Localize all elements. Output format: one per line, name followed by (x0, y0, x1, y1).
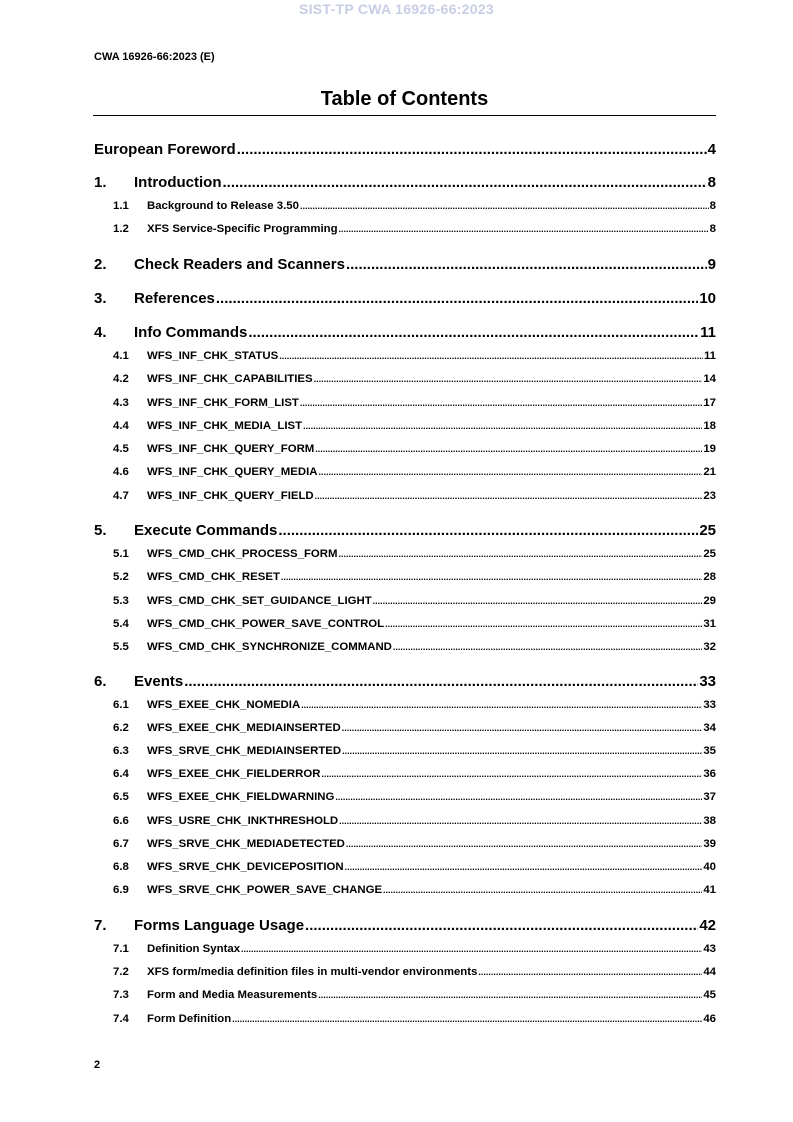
toc-entry-number: 5. (94, 522, 107, 539)
dot-leader (339, 816, 702, 826)
dot-leader (321, 769, 702, 779)
toc-entry-number: 6.6 (113, 815, 129, 827)
dot-leader (315, 491, 703, 501)
toc-entry-page: 46 (703, 1013, 716, 1025)
toc-entry-number: 6.2 (113, 722, 129, 734)
dot-leader (385, 619, 702, 629)
dot-leader (303, 421, 702, 431)
dot-leader (318, 990, 702, 1000)
toc-subsection-entry[interactable] (0, 350, 716, 362)
toc-subsection-entry[interactable] (0, 815, 716, 827)
dot-leader (305, 917, 698, 934)
toc-subsection-entry[interactable] (0, 791, 716, 803)
title-underline (93, 115, 716, 116)
toc-entry-page: 8 (707, 174, 716, 191)
toc-entry-page: 36 (703, 768, 716, 780)
toc-entry-label[interactable]: Form Definition (147, 1013, 232, 1025)
toc-entry-label[interactable]: WFS_SRVE_CHK_MEDIADETECTED (147, 838, 345, 850)
dot-leader (301, 700, 702, 710)
toc-subsection-entry[interactable] (0, 1013, 716, 1025)
dot-leader (315, 444, 702, 454)
toc-entry-label[interactable]: WFS_INF_CHK_FORM_LIST (147, 397, 299, 409)
toc-entry-number: 4.1 (113, 350, 129, 362)
toc-subsection-entry[interactable] (0, 420, 716, 432)
toc-entry-label[interactable]: WFS_CMD_CHK_RESET (147, 571, 280, 583)
toc-entry-number: 6.3 (113, 745, 129, 757)
toc-entry-label[interactable]: WFS_EXEE_CHK_MEDIAINSERTED (147, 722, 341, 734)
toc-entry-label[interactable]: XFS form/media definition files in multi-vendor environments (147, 966, 478, 978)
dot-leader (393, 642, 702, 652)
dot-leader (478, 967, 702, 977)
document-id: CWA 16926-66:2023 (E) (94, 51, 215, 63)
toc-entry-number: 7.4 (113, 1013, 129, 1025)
toc-entry-number: 5.4 (113, 618, 129, 630)
toc-entry-page: 38 (703, 815, 716, 827)
toc-entry-label[interactable]: Definition Syntax (147, 943, 241, 955)
toc-entry-label[interactable]: WFS_INF_CHK_MEDIA_LIST (147, 420, 303, 432)
toc-subsection-entry[interactable] (0, 768, 716, 780)
toc-entry-label[interactable]: WFS_SRVE_CHK_MEDIAINSERTED (147, 745, 342, 757)
toc-entry-page: 34 (703, 722, 716, 734)
toc-subsection-entry[interactable] (0, 466, 716, 478)
toc-chapter-entry[interactable] (0, 174, 716, 191)
toc-entry-label[interactable]: WFS_SRVE_CHK_POWER_SAVE_CHANGE (147, 884, 383, 896)
toc-entry-number: 4.5 (113, 443, 129, 455)
dot-leader (314, 374, 703, 384)
toc-entry-page: 37 (703, 791, 716, 803)
toc-entry-page: 11 (700, 324, 716, 341)
toc-subsection-entry[interactable] (0, 373, 716, 385)
toc-entry-number: 6.9 (113, 884, 129, 896)
toc-entry-page: 11 (703, 350, 716, 362)
toc-entry-number: 3. (94, 290, 107, 307)
toc-entry-number: 6.4 (113, 768, 129, 780)
toc-entry-label[interactable]: WFS_INF_CHK_QUERY_MEDIA (147, 466, 318, 478)
toc-entry-number: 4.6 (113, 466, 129, 478)
toc-entry-label[interactable]: WFS_CMD_CHK_SYNCHRONIZE_COMMAND (147, 641, 392, 653)
toc-entry-label[interactable]: WFS_INF_CHK_CAPABILITIES (147, 373, 313, 385)
toc-entry-label[interactable]: European Foreword (94, 141, 236, 158)
toc-entry-number: 1.1 (113, 200, 129, 212)
toc-entry-page: 43 (703, 943, 716, 955)
toc-subsection-entry[interactable] (0, 443, 716, 455)
toc-entry-number: 7. (94, 917, 107, 934)
toc-entry-label[interactable]: WFS_INF_CHK_STATUS (147, 350, 279, 362)
toc-subsection-entry[interactable] (0, 943, 716, 955)
toc-chapter-entry[interactable] (0, 141, 716, 158)
toc-entry-page: 25 (703, 548, 716, 560)
toc-entry-page: 8 (709, 200, 716, 212)
toc-entry-label[interactable]: WFS_EXEE_CHK_NOMEDIA (147, 699, 301, 711)
toc-chapter-entry[interactable] (0, 917, 716, 934)
toc-entry-number: 5.2 (113, 571, 129, 583)
dot-leader (184, 673, 698, 690)
toc-entry-page: 35 (703, 745, 716, 757)
toc-entry-page: 25 (699, 522, 716, 539)
toc-entry-page: 42 (699, 917, 716, 934)
toc-subsection-entry[interactable] (0, 966, 716, 978)
toc-entry-number: 5.3 (113, 595, 129, 607)
toc-entry-label[interactable]: WFS_INF_CHK_QUERY_FORM (147, 443, 315, 455)
dot-leader (279, 351, 703, 361)
dot-leader (345, 862, 703, 872)
dot-leader (339, 224, 709, 234)
toc-entry-number: 7.2 (113, 966, 129, 978)
toc-entry-number: 6.8 (113, 861, 129, 873)
toc-entry-label[interactable]: Form and Media Measurements (147, 989, 318, 1001)
toc-subsection-entry[interactable] (0, 397, 716, 409)
toc-subsection-entry[interactable] (0, 699, 716, 711)
toc-entry-page: 4 (707, 141, 716, 158)
toc-entry-page: 41 (703, 884, 716, 896)
dot-leader (318, 467, 702, 477)
toc-entry-page: 33 (703, 699, 716, 711)
toc-entry-number: 2. (94, 256, 107, 273)
toc-entry-label[interactable]: WFS_SRVE_CHK_DEVICEPOSITION (147, 861, 344, 873)
toc-subsection-entry[interactable] (0, 745, 716, 757)
toc-entry-number: 7.3 (113, 989, 129, 1001)
dot-leader (232, 1014, 702, 1024)
toc-entry-number: 1. (94, 174, 107, 191)
toc-entry-page: 45 (703, 989, 716, 1001)
toc-entry-number: 7.1 (113, 943, 129, 955)
toc-entry-label[interactable]: Execute Commands (134, 522, 278, 539)
toc-entry-label[interactable]: XFS Service-Specific Programming (147, 223, 338, 235)
page-number: 2 (94, 1059, 101, 1071)
toc-entry-label[interactable]: WFS_EXEE_CHK_FIELDERROR (147, 768, 321, 780)
toc-entry-page: 10 (699, 290, 716, 307)
toc-subsection-entry[interactable] (0, 200, 716, 212)
toc-entry-page: 28 (703, 571, 716, 583)
watermark-text: SIST-TP CWA 16926-66:2023 (298, 1, 495, 17)
dot-leader (342, 723, 703, 733)
toc-entry-label[interactable]: WFS_CMD_CHK_PROCESS_FORM (147, 548, 338, 560)
dot-leader (339, 549, 703, 559)
toc-subsection-entry[interactable] (0, 722, 716, 734)
dot-leader (373, 596, 703, 606)
toc-entry-page: 18 (703, 420, 716, 432)
toc-entry-label[interactable]: WFS_CMD_CHK_SET_GUIDANCE_LIGHT (147, 595, 372, 607)
toc-entry-label[interactable]: WFS_CMD_CHK_POWER_SAVE_CONTROL (147, 618, 385, 630)
toc-chapter-entry[interactable] (0, 522, 716, 539)
toc-entry-number: 5.1 (113, 548, 129, 560)
toc-entry-page: 19 (703, 443, 716, 455)
toc-entry-page: 21 (703, 466, 716, 478)
toc-entry-label[interactable]: Info Commands (134, 324, 248, 341)
toc-entry-page: 32 (703, 641, 716, 653)
toc-entry-label[interactable]: WFS_EXEE_CHK_FIELDWARNING (147, 791, 335, 803)
toc-entry-number: 1.2 (113, 223, 129, 235)
toc-subsection-entry[interactable] (0, 595, 716, 607)
toc-entry-number: 4.2 (113, 373, 129, 385)
toc-entry-page: 31 (703, 618, 716, 630)
toc-entry-number: 6. (94, 673, 107, 690)
toc-subsection-entry[interactable] (0, 838, 716, 850)
dot-leader (237, 141, 707, 158)
toc-subsection-entry[interactable] (0, 548, 716, 560)
toc-entry-page: 40 (703, 861, 716, 873)
toc-entry-number: 4. (94, 324, 107, 341)
dot-leader (335, 792, 702, 802)
toc-entry-label[interactable]: WFS_INF_CHK_QUERY_FIELD (147, 490, 314, 502)
toc-entry-number: 6.5 (113, 791, 129, 803)
toc-entry-page: 23 (703, 490, 716, 502)
page-title: Table of Contents (320, 88, 489, 110)
toc-entry-page: 8 (709, 223, 716, 235)
toc-entry-page: 29 (703, 595, 716, 607)
dot-leader (346, 839, 702, 849)
toc-entry-page: 33 (699, 673, 716, 690)
toc-entry-number: 4.7 (113, 490, 129, 502)
toc-entry-page: 9 (707, 256, 716, 273)
toc-chapter-entry[interactable] (0, 256, 716, 273)
toc-entry-page: 39 (703, 838, 716, 850)
toc-entry-label[interactable]: Forms Language Usage (134, 917, 305, 934)
toc-entry-number: 6.7 (113, 838, 129, 850)
toc-subsection-entry[interactable] (0, 618, 716, 630)
toc-entry-label[interactable]: Check Readers and Scanners (134, 256, 345, 273)
toc-entry-number: 5.5 (113, 641, 129, 653)
toc-subsection-entry[interactable] (0, 861, 716, 873)
toc-subsection-entry[interactable] (0, 490, 716, 502)
toc-entry-label[interactable]: Background to Release 3.50 (147, 200, 299, 212)
dot-leader (383, 885, 702, 895)
toc-chapter-entry[interactable] (0, 673, 716, 690)
dot-leader (216, 290, 698, 307)
dot-leader (342, 746, 702, 756)
toc-chapter-entry[interactable] (0, 290, 716, 307)
toc-entry-page: 17 (703, 397, 716, 409)
dot-leader (300, 398, 702, 408)
dot-leader (346, 256, 707, 273)
toc-entry-number: 6.1 (113, 699, 129, 711)
toc-entry-label[interactable]: References (134, 290, 215, 307)
dot-leader (278, 522, 698, 539)
toc-entry-page: 14 (703, 373, 716, 385)
toc-entry-label[interactable]: Introduction (134, 174, 222, 191)
dot-leader (241, 944, 702, 954)
toc-entry-label[interactable]: Events (134, 673, 184, 690)
dot-leader (222, 174, 706, 191)
dot-leader (248, 324, 699, 341)
toc-entry-number: 4.4 (113, 420, 129, 432)
toc-subsection-entry[interactable] (0, 989, 716, 1001)
dot-leader (281, 572, 702, 582)
toc-subsection-entry[interactable] (0, 884, 716, 896)
toc-entry-label[interactable]: WFS_USRE_CHK_INKTHRESHOLD (147, 815, 339, 827)
toc-entry-number: 4.3 (113, 397, 129, 409)
toc-subsection-entry[interactable] (0, 223, 716, 235)
toc-chapter-entry[interactable] (0, 324, 716, 341)
toc-subsection-entry[interactable] (0, 641, 716, 653)
dot-leader (300, 201, 709, 211)
toc-entry-page: 44 (703, 966, 716, 978)
toc-subsection-entry[interactable] (0, 571, 716, 583)
